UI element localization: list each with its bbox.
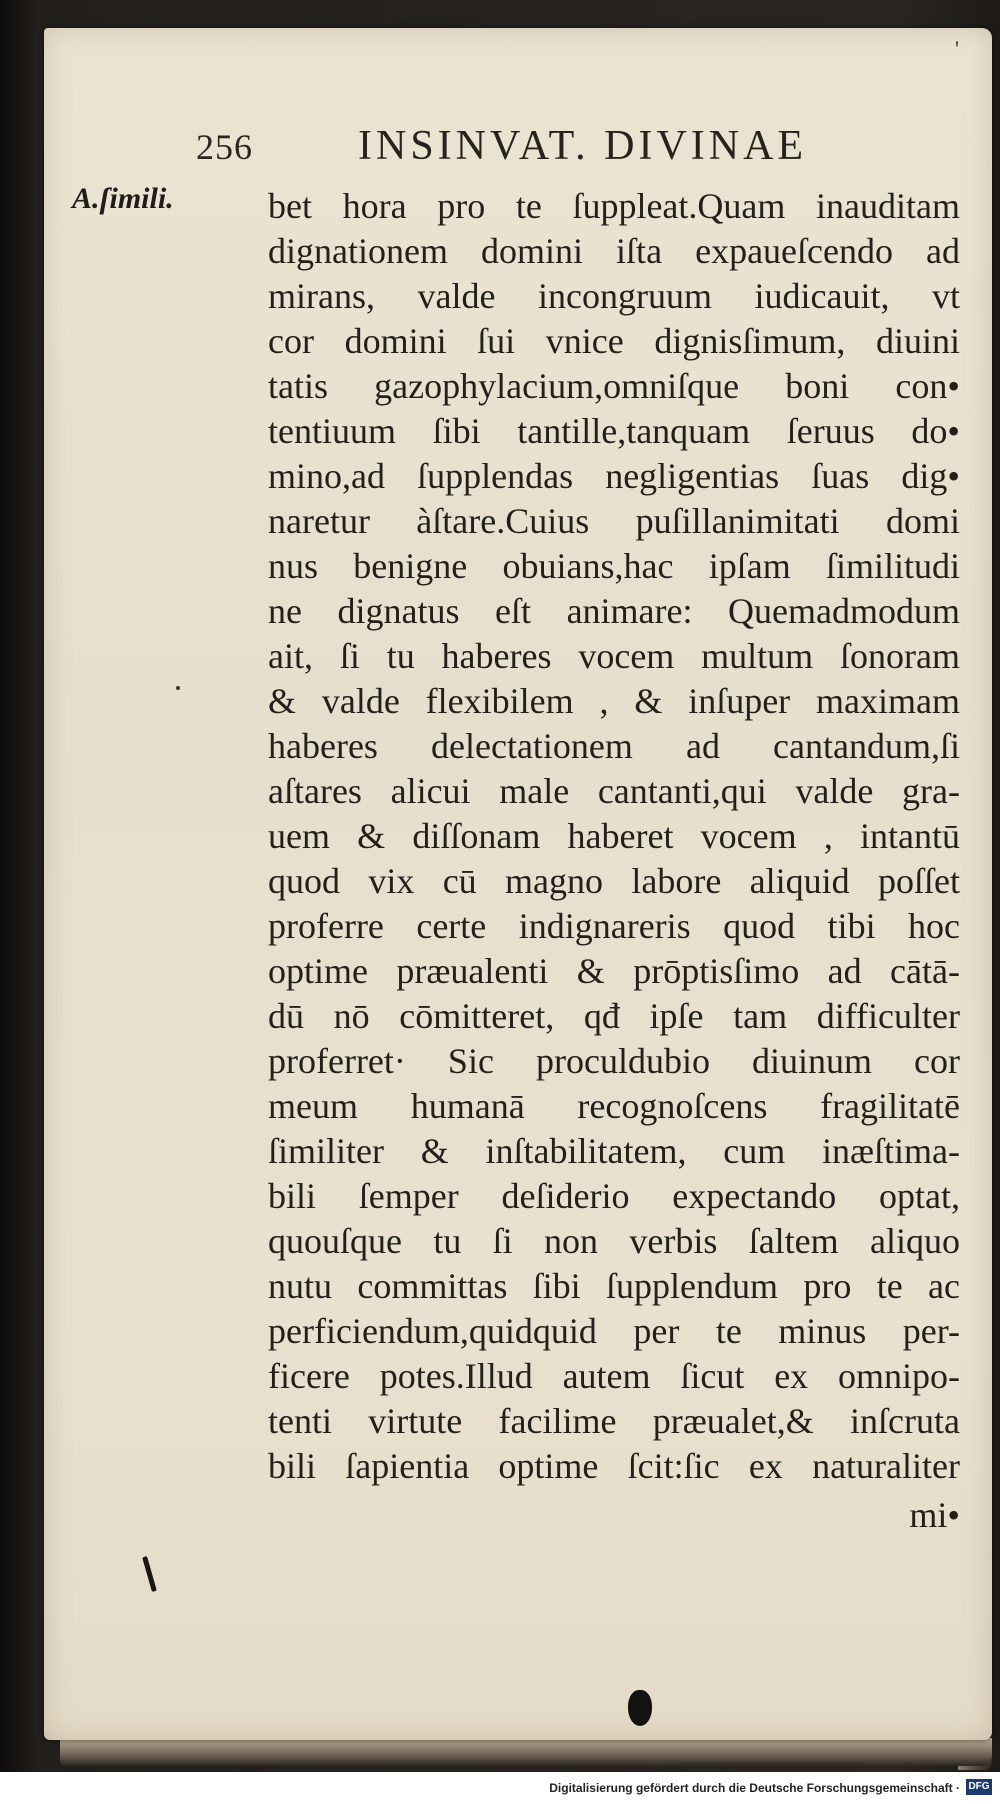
corner-mark: '	[955, 36, 959, 61]
page-bottom-edge	[60, 1738, 992, 1766]
text-line: meum humanā recognoſcens fragilitatē	[268, 1086, 960, 1126]
text-line: ſimiliter & inſtabilitatem, cum inæſtima-	[268, 1131, 960, 1171]
text-line: ficere potes.Illud autem ſicut ex omnipo-	[268, 1356, 960, 1396]
text-line: uem & diſſonam haberet vocem , intantū	[268, 816, 960, 856]
page-number: 256	[196, 127, 253, 167]
text-line: ait, ſi tu haberes vocem multum ſonoram	[268, 636, 960, 676]
body-text	[268, 184, 960, 1489]
text-line: dignationem domini iſta expaueſcendo ad	[268, 231, 960, 271]
text-line: optime præualenti & prōptisſimo ad cātā-	[268, 951, 960, 991]
text-line: proferre certe indignareris quod tibi hoc	[268, 906, 960, 946]
text-line: perficiendum,quidquid per te minus per-	[268, 1311, 960, 1351]
text-line: nus benigne obuians,hac ipſam ſimilitudi	[268, 546, 960, 586]
running-head: INSINVAT. DIVINAE	[358, 123, 808, 169]
text-line: bili ſapientia optime ſcit:ſic ex naturaliter	[268, 1446, 960, 1486]
text-line: haberes delectationem ad cantandum,ſi	[268, 726, 960, 766]
text-line: & valde flexibilem , & inſuper maximam	[268, 681, 960, 721]
text-line: quod vix cū magno labore aliquid poſſet	[268, 861, 960, 901]
ink-blot	[628, 1690, 652, 1726]
text-line: aſtares alicui male cantanti,qui valde gra-	[268, 771, 960, 811]
text-line: proferret· Sic proculdubio diuinum cor	[268, 1041, 960, 1081]
text-line: naretur àſtare.Cuius puſillanimitati domi	[268, 501, 960, 541]
text-line: ne dignatus eſt animare: Quemadmodum	[268, 591, 960, 631]
text-line: mirans, valde incongruum iudicauit, vt	[268, 276, 960, 316]
catchword: mi•	[909, 1495, 960, 1535]
text-line: bili ſemper deſiderio expectando optat,	[268, 1176, 960, 1216]
text-line: dū nō cōmitteret, qđ ipſe tam difficulter	[268, 996, 960, 1036]
text-line: tatis gazophylacium,omniſque boni con•	[268, 366, 960, 406]
text-line: tenti virtute facilime præualet,& inſcruta	[268, 1401, 960, 1441]
text-line: cor domini ſui vnice dignisſimum, diuini	[268, 321, 960, 361]
text-line: tentiuum ſibi tantille,tanquam ſeruus do•	[268, 411, 960, 451]
text-line: mino,ad ſupplendas negligentias ſuas dig•	[268, 456, 960, 496]
funding-credit: Digitalisierung gefördert durch die Deutsche Forschungsgemeinschaft ·	[549, 1781, 960, 1795]
text-line: quouſque tu ſi non verbis ſaltem aliquo	[268, 1221, 960, 1261]
stray-ink-dot	[176, 686, 180, 690]
dfg-logo: DFG	[966, 1779, 992, 1795]
text-line: nutu committas ſibi ſupplendum pro te ac	[268, 1266, 960, 1306]
marginal-note: A.ſimili.	[72, 182, 174, 215]
text-line: bet hora pro te ſuppleat.Quam inauditam	[268, 186, 960, 226]
